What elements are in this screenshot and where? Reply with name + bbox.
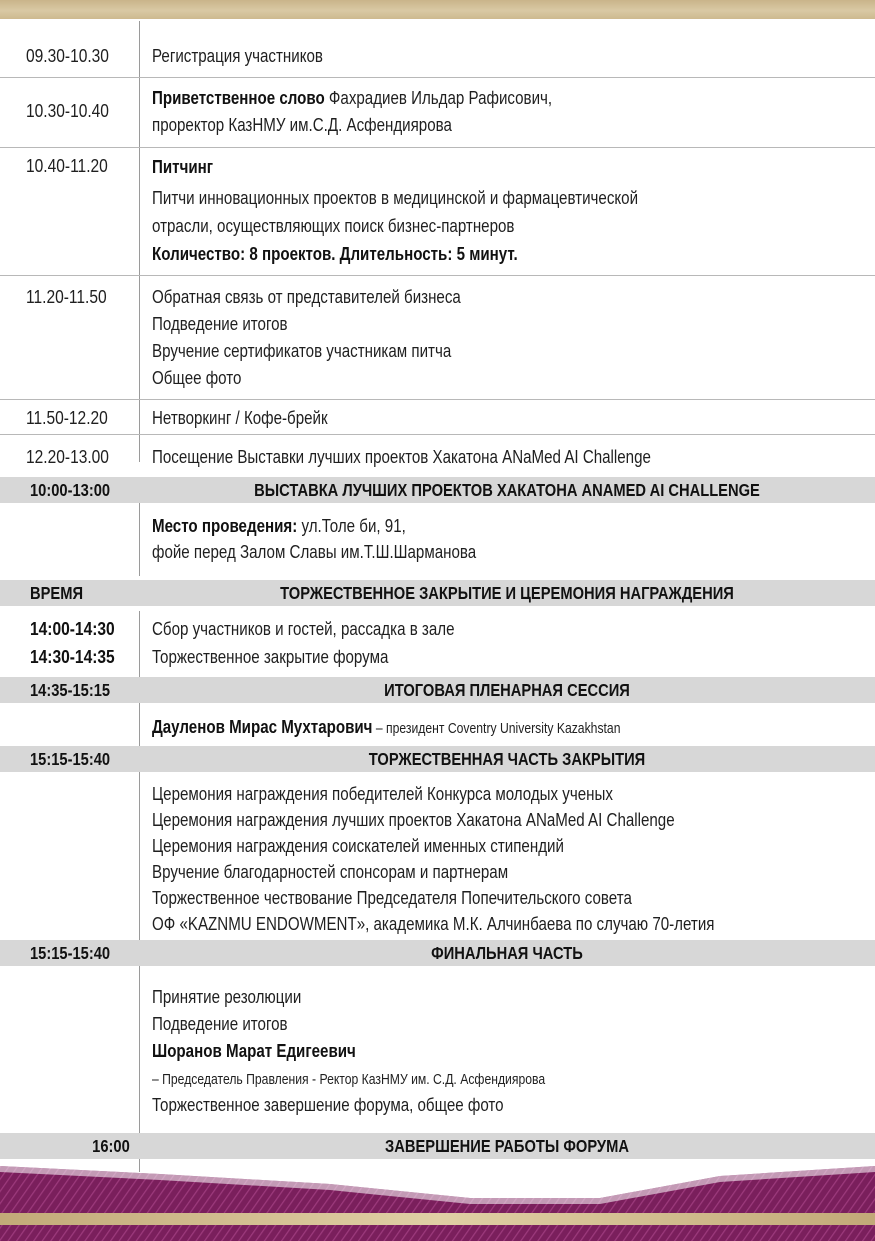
row-text: проректор КазНМУ им.С.Д. Асфендиярова bbox=[152, 115, 452, 135]
exhibition-band bbox=[0, 477, 875, 503]
row-text: отрасли, осуществляющих поиск бизнес-партнеров bbox=[152, 216, 515, 236]
exhibition-time: 10:00-13:00 bbox=[30, 480, 111, 500]
final-band bbox=[0, 940, 875, 966]
pitching-heading: Питчинг bbox=[152, 157, 214, 177]
plenary-band bbox=[0, 677, 875, 703]
venue-address: ул.Толе би, 91, bbox=[297, 516, 406, 536]
row-text: Питчи инновационных проектов в медицинской и фармацевтической bbox=[152, 188, 639, 208]
row-text: Подведение итогов bbox=[152, 314, 288, 334]
venue-label: Место проведения: bbox=[152, 516, 298, 536]
row-text: Посещение Выставки лучших проектов Хакатона ANaMed AI Challenge bbox=[152, 447, 651, 467]
row-divider bbox=[0, 77, 875, 78]
top-gold-band bbox=[0, 0, 875, 19]
row-time: 09.30-10.30 bbox=[26, 45, 109, 66]
column-divider bbox=[139, 21, 140, 462]
ceremony-time: 15:15-15:40 bbox=[30, 749, 111, 769]
row-text: Регистрация участников bbox=[152, 46, 323, 66]
plenary-speaker-role: – президент Coventry University Kazakhstan bbox=[372, 721, 621, 737]
row-text bbox=[152, 87, 552, 109]
row-time: 10.40-11.20 bbox=[26, 155, 108, 176]
plenary-speaker: Дауленов Мирас Мухтарович bbox=[152, 717, 373, 737]
row-divider bbox=[0, 147, 875, 148]
end-title: ЗАВЕРШЕНИЕ РАБОТЫ ФОРУМА bbox=[385, 1136, 629, 1156]
row-text: Вручение сертификатов участникам питча bbox=[152, 341, 452, 361]
column-divider bbox=[139, 772, 140, 940]
row-divider bbox=[0, 399, 875, 400]
ceremony-line: ОФ «KAZNMU ENDOWMENT», академика М.К. Алчинбаева по случаю 70-летия bbox=[152, 914, 715, 934]
pitching-count: Количество: 8 проектов. Длительность: 5 минут. bbox=[152, 244, 518, 264]
welcome-speech-label: Приветственное слово bbox=[152, 88, 325, 108]
ceremony-title: ТОРЖЕСТВЕННАЯ ЧАСТЬ ЗАКРЫТИЯ bbox=[368, 749, 646, 769]
ceremony-band bbox=[0, 746, 875, 772]
plenary-speaker-line bbox=[152, 716, 620, 740]
final-line: Торжественное завершение форума, общее фото bbox=[152, 1095, 504, 1115]
closing-band bbox=[0, 580, 875, 606]
final-speaker: Шоранов Марат Едигеевич bbox=[152, 1041, 356, 1061]
final-time: 15:15-15:40 bbox=[30, 943, 111, 963]
top-white-line bbox=[0, 19, 875, 21]
ceremony-line: Церемония награждения соискателей именных стипендий bbox=[152, 836, 564, 856]
row-text: Сбор участников и гостей, рассадка в зале bbox=[152, 619, 455, 639]
final-line: Подведение итогов bbox=[152, 1014, 288, 1034]
final-speaker-role: – Председатель Правления - Ректор КазНМУ им. С.Д. Асфендиярова bbox=[152, 1072, 546, 1088]
column-divider bbox=[139, 611, 140, 677]
row-text: Нетворкинг / Кофе-брейк bbox=[152, 408, 328, 428]
plenary-time: 14:35-15:15 bbox=[30, 680, 111, 700]
final-line: Принятие резолюции bbox=[152, 987, 302, 1007]
column-divider bbox=[139, 966, 140, 1133]
row-time: 12.20-13.00 bbox=[26, 446, 109, 467]
row-text: Торжественное закрытие форума bbox=[152, 647, 389, 667]
row-time: 11.20-11.50 bbox=[26, 286, 107, 307]
row-text: Общее фото bbox=[152, 368, 242, 388]
ceremony-line: Церемония награждения победителей Конкурса молодых ученых bbox=[152, 784, 613, 804]
exhibition-title: ВЫСТАВКА ЛУЧШИХ ПРОЕКТОВ ХАКАТОНА ANAMED AI CHALLENGE bbox=[254, 480, 760, 500]
venue-line-2: фойе перед Залом Славы им.Т.Ш.Шарманова bbox=[152, 542, 477, 562]
decorative-footer bbox=[0, 1166, 875, 1241]
final-title: ФИНАЛЬНАЯ ЧАСТЬ bbox=[431, 943, 583, 963]
ceremony-line: Вручение благодарностей спонсорам и партнерам bbox=[152, 862, 509, 882]
row-time: 14:30-14:35 bbox=[30, 646, 115, 667]
end-time: 16:00 bbox=[92, 1136, 130, 1156]
end-band bbox=[0, 1133, 875, 1159]
row-time: 10.30-10.40 bbox=[26, 100, 109, 121]
purple-bottom-band bbox=[0, 1225, 875, 1241]
row-divider bbox=[0, 434, 875, 435]
plenary-title: ИТОГОВАЯ ПЛЕНАРНАЯ СЕССИЯ bbox=[384, 680, 630, 700]
row-divider bbox=[0, 275, 875, 276]
closing-title: ТОРЖЕСТВЕННОЕ ЗАКРЫТИЕ И ЦЕРЕМОНИЯ НАГРАЖДЕНИЯ bbox=[280, 583, 734, 603]
gold-stripe bbox=[0, 1213, 875, 1225]
ceremony-line: Торжественное чествование Председателя Попечительского совета bbox=[152, 888, 632, 908]
row-time: 14:00-14:30 bbox=[30, 618, 115, 639]
welcome-speaker: Фахрадиев Ильдар Рафисович, bbox=[324, 88, 553, 108]
venue-line bbox=[152, 515, 406, 537]
row-text: Обратная связь от представителей бизнеса bbox=[152, 287, 461, 307]
ceremony-line: Церемония награждения лучших проектов Хакатона ANaMed AI Challenge bbox=[152, 810, 675, 830]
row-time: 11.50-12.20 bbox=[26, 407, 108, 428]
time-header: ВРЕМЯ bbox=[30, 583, 84, 603]
column-divider bbox=[139, 703, 140, 746]
